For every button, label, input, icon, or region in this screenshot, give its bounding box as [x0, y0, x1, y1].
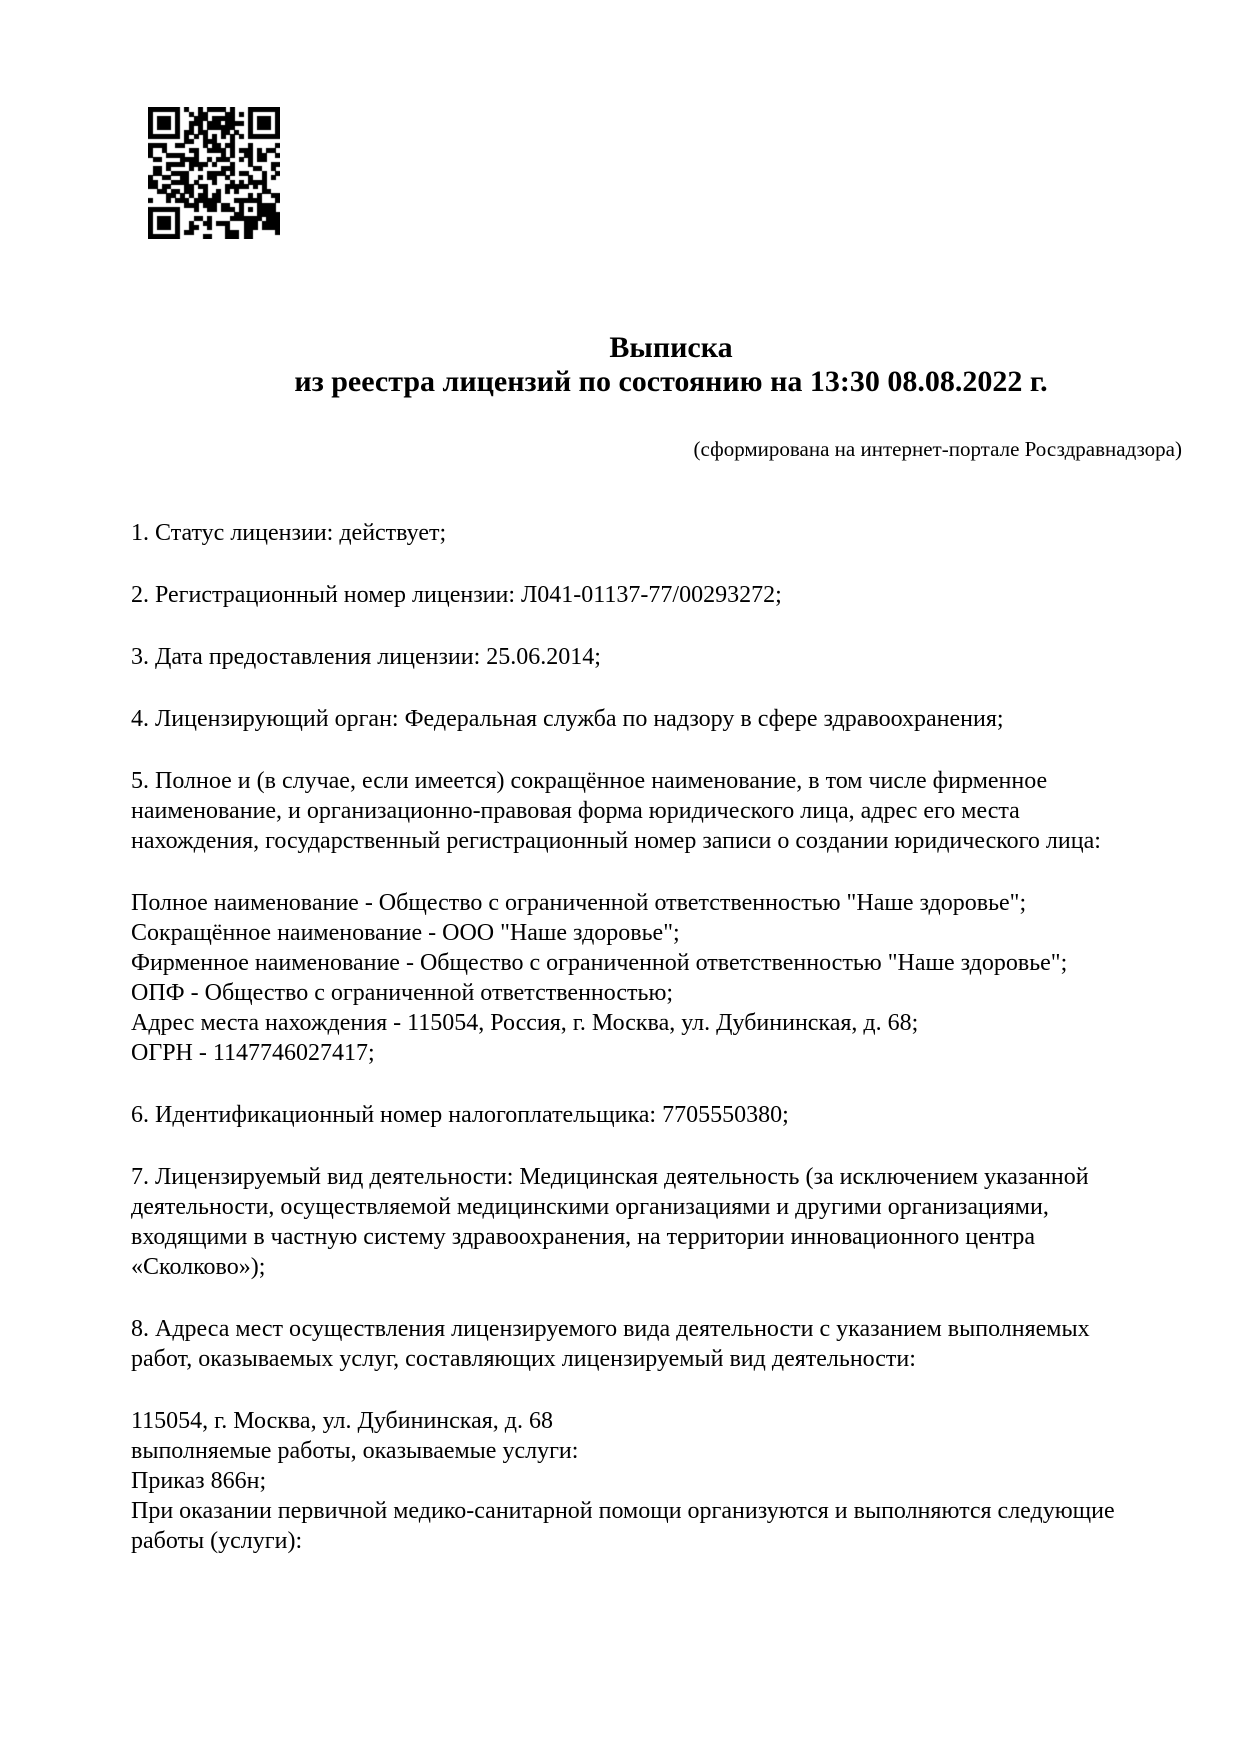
license-status: 1. Статус лицензии: действует;: [131, 520, 447, 546]
taxpayer-inn: 6. Идентификационный номер налогоплательщика: 7705550380;: [131, 1102, 789, 1128]
org-address-line: Адрес места нахождения - 115054, Россия, г. Москва, ул. Дубининская, д. 68;: [131, 1010, 919, 1036]
document-subtitle: (сформирована на интернет-портале Росздравнадзора): [693, 437, 1182, 461]
document-title: [102, 331, 1240, 399]
org-short-name-line: Сокращённое наименование - ООО "Наше здоровье";: [131, 920, 680, 946]
licensing-authority: 4. Лицензирующий орган: Федеральная служба по надзору в сфере здравоохранения;: [131, 706, 1004, 732]
qr-code: [148, 107, 280, 239]
place-order-line: Приказ 866н;: [131, 1468, 267, 1494]
license-reg-number: 2. Регистрационный номер лицензии: Л041-01137-77/00293272;: [131, 582, 782, 608]
license-grant-date: 3. Дата предоставления лицензии: 25.06.2014;: [131, 644, 601, 670]
org-legal-form-line: ОПФ - Общество с ограниченной ответственностью;: [131, 980, 674, 1006]
org-full-name-line: Полное наименование - Общество с ограниченной ответственностью "Наше здоровье";: [131, 890, 1027, 916]
document-body: [131, 518, 1143, 1556]
place-address-line: 115054, г. Москва, ул. Дубининская, д. 68: [131, 1408, 553, 1434]
activity-addresses-heading: 8. Адреса мест осуществления лицензируемого вида деятельности с указанием выполняемых работ, оказываемых услуг, составляющих лицензируемый вид деятельности:: [131, 1316, 1090, 1372]
org-ogrn-line: ОГРН - 1147746027417;: [131, 1040, 375, 1066]
place-works-label-line: выполняемые работы, оказываемые услуги:: [131, 1438, 579, 1464]
title-line-2: из реестра лицензий по состоянию на 13:30 08.08.2022 г.: [294, 365, 1048, 398]
org-brand-name-line: Фирменное наименование - Общество с ограниченной ответственностью "Наше здоровье";: [131, 950, 1068, 976]
place-works-note-line: При оказании первичной медико-санитарной помощи организуются и выполняются следующие работы (услуги):: [131, 1498, 1115, 1554]
title-line-1: Выписка: [609, 331, 733, 364]
licensed-activity: 7. Лицензируемый вид деятельности: Медицинская деятельность (за исключением указанной деятельности, осуществляемой медицинскими организациями и другими организациями, входящими в частную систему здравоохранения, на территории инновационного центра «Сколково»);: [131, 1164, 1089, 1280]
org-info-heading: 5. Полное и (в случае, если имеется) сокращённое наименование, в том числе фирменное наименование, и организационно-правовая форма юридического лица, адрес его места нахождения, государственный регистрационный номер записи о создании юридического лица:: [131, 768, 1101, 854]
